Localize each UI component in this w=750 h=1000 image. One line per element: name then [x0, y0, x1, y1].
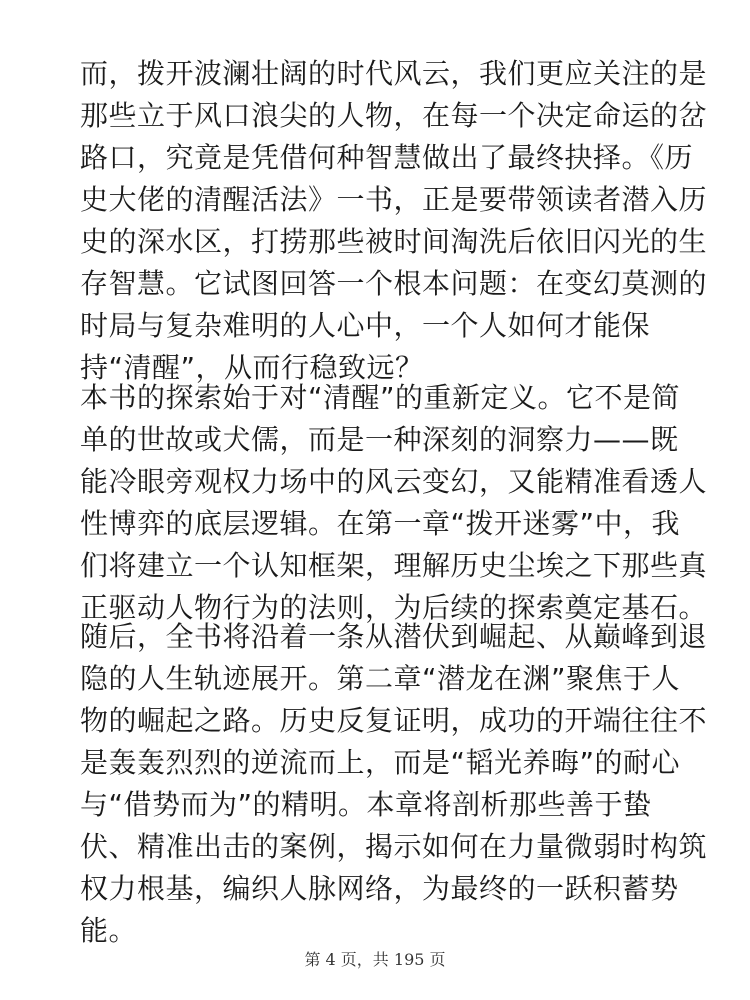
text-line: 性博弈的底层逻辑。在第一章“拨开迷雾”中，我 [80, 507, 681, 540]
page-number-footer: 第 4 页，共 195 页 [304, 950, 446, 969]
paragraph-3 [80, 616, 708, 952]
paragraph-2 [80, 377, 708, 629]
text-line: 是轰轰烈烈的逆流而上，而是“韬光养晦”的耐心 [80, 746, 681, 779]
text-line: 存智慧。它试图回答一个根本问题：在变幻莫测的 [80, 267, 708, 300]
text-line: 权力根基，编织人脉网络，为最终的一跃积蓄势 [80, 872, 679, 905]
text-line: 单的世故或犬儒，而是一种深刻的洞察力——既 [80, 423, 679, 456]
text-line: 们将建立一个认知框架，理解历史尘埃之下那些真 [80, 549, 708, 582]
text-line: 伏、精准出击的案例，揭示如何在力量微弱时构筑 [80, 830, 708, 863]
text-line: 那些立于风口浪尖的人物，在每一个决定命运的岔 [80, 99, 708, 132]
paragraph-1 [80, 53, 708, 389]
text-line: 能冷眼旁观权力场中的风云变幻，又能精准看透人 [80, 465, 708, 498]
text-line: 史的深水区，打捞那些被时间淘洗后依旧闪光的生 [80, 225, 708, 258]
text-line: 正驱动人物行为的法则，为后续的探索奠定基石。 [80, 591, 708, 624]
text-line: 而，拨开波澜壮阔的时代风云，我们更应关注的是 [80, 57, 708, 90]
text-line: 持“清醒”，从而行稳致远？ [80, 351, 424, 384]
text-line: 隐的人生轨迹展开。第二章“潜龙在渊”聚焦于人 [80, 662, 681, 695]
text-line: 随后，全书将沿着一条从潜伏到崛起、从巅峰到退 [80, 620, 708, 653]
text-line: 与“借势而为”的精明。本章将剖析那些善于蛰 [80, 788, 652, 821]
text-line: 史大佬的清醒活法》一书，正是要带领读者潜入历 [80, 183, 708, 216]
text-line: 本书的探索始于对“清醒”的重新定义。它不是简 [80, 381, 681, 414]
text-line: 时局与复杂难明的人心中，一个人如何才能保 [80, 309, 651, 342]
text-line: 路口，究竟是凭借何种智慧做出了最终抉择。《历 [80, 141, 694, 174]
text-line: 能。 [80, 914, 138, 947]
text-line: 物的崛起之路。历史反复证明，成功的开端往往不 [80, 704, 708, 737]
